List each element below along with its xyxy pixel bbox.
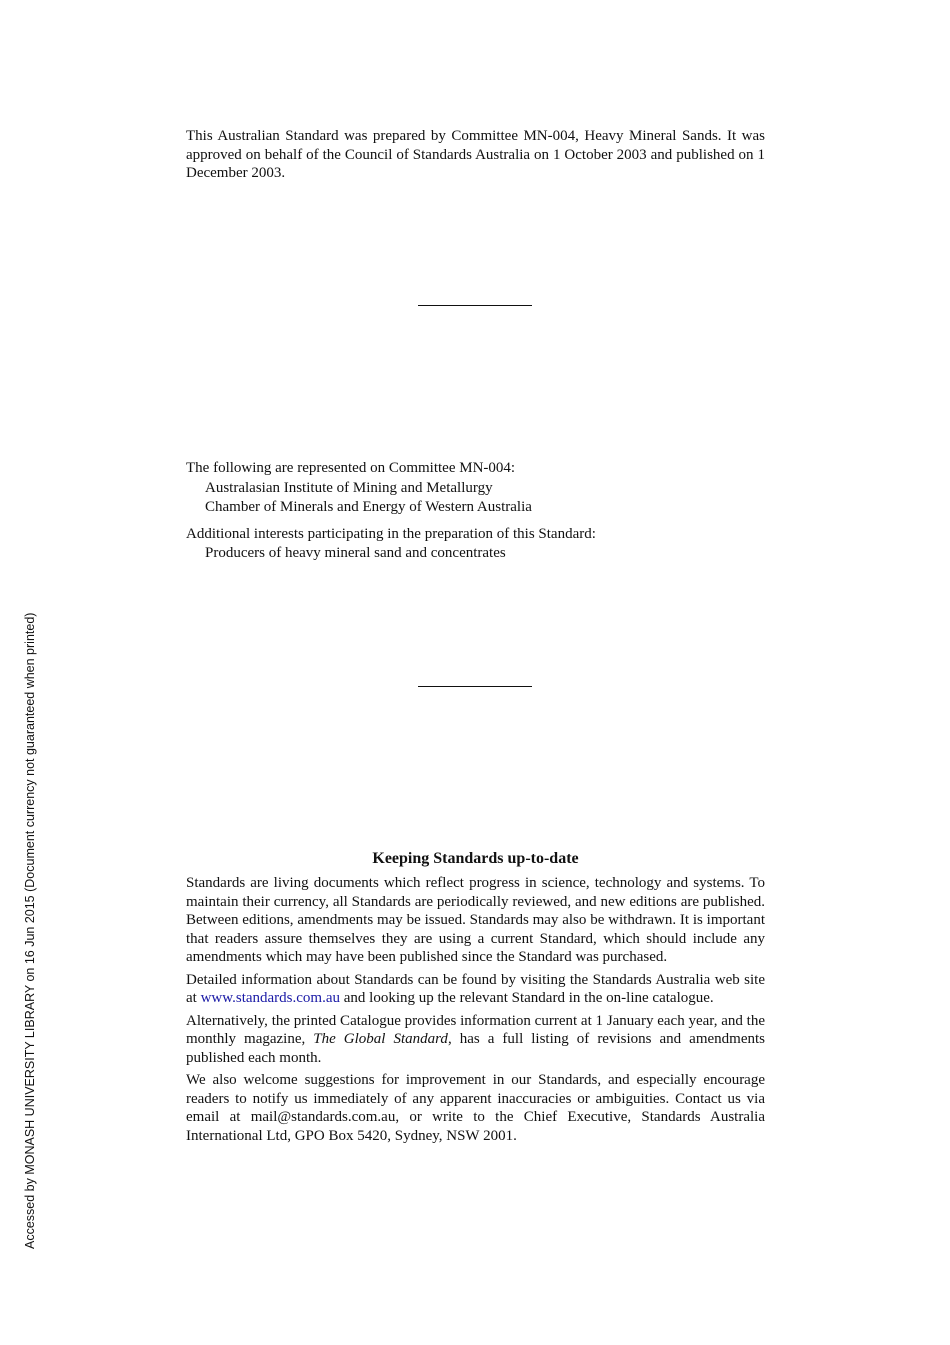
committee-intro: The following are represented on Committee MN-004: — [186, 460, 516, 476]
paragraph-web-site — [186, 971, 765, 1008]
preparation-note-text: This Australian Standard was prepared by Committee MN-004, Heavy Mineral Sands. It was approved on behalf of the Council of Standards Australia on 1 October 2003 and published on 1 December 2003. — [186, 128, 765, 181]
keeping-standards-heading: Keeping Standards up-to-date — [372, 850, 579, 867]
committee-section — [186, 459, 765, 564]
keeping-standards-body — [186, 874, 765, 1149]
paragraph-text: Detailed information about Standards can be found by visiting the Standards Australia web site at — [186, 971, 765, 1006]
committee-member: Australasian Institute of Mining and Metallurgy — [205, 479, 493, 496]
paragraph-suggestions: We also welcome suggestions for improvement in our Standards, and especially encourage readers to notify us immediately of any apparent inaccuracies or ambiguities. Contact us via email at mail@standards.com.au, or write to the Chief Executive, Standards Australia International Ltd, GPO Box 5420, Sydney, NSW 2001. — [186, 1072, 765, 1144]
paragraph-text: and looking up the relevant Standard in the on-line catalogue. — [340, 990, 714, 1006]
additional-interests-intro: Additional interests participating in the preparation of this Standard: — [186, 525, 596, 542]
standards-website-link[interactable]: www.standards.com.au — [200, 990, 340, 1006]
magazine-title: The Global Standard — [313, 1031, 448, 1047]
committee-member: Chamber of Minerals and Energy of Western Australia — [205, 499, 532, 515]
divider-rule — [418, 305, 532, 306]
preparation-note — [186, 127, 765, 183]
divider-rule — [418, 686, 532, 687]
access-watermark: Accessed by MONASH UNIVERSITY LIBRARY on 16 Jun 2015 (Document currency not guaranteed when printed) — [23, 612, 37, 1249]
paragraph-living-documents: Standards are living documents which reflect progress in science, technology and systems. To maintain their currency, all Standards are periodically reviewed, and new editions are published. Between editions, amendments may be issued. Standards may also be withdrawn. It is important that readers assure themselves they are using a current Standard, which should include any amendments which may have been published since the Standard was purchased. — [186, 875, 765, 965]
additional-interest: Producers of heavy mineral sand and concentrates — [205, 545, 506, 561]
paragraph-text: Alternatively, the printed Catalogue provides information current at 1 January each year, and the monthly magazine, — [186, 1012, 765, 1047]
paragraph-catalogue — [186, 1012, 765, 1068]
paragraph-text: , has a full listing of revisions and amendments published each month. — [186, 1031, 765, 1066]
